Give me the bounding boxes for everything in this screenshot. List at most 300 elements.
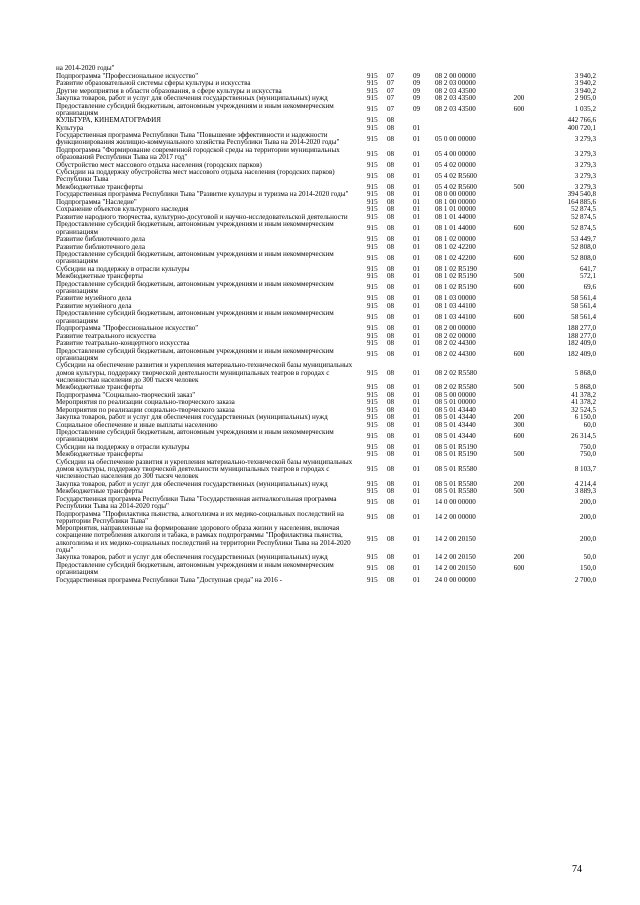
table-row (56, 525, 596, 554)
row-celevaya-statya: 08 1 02 R5190 (435, 264, 477, 273)
row-vid-rashodov (501, 392, 537, 399)
row-razdel: 08 (387, 535, 395, 544)
row-ved: 915 (367, 405, 378, 414)
row-sum: 52 874,5 (571, 223, 596, 232)
row-name: Обустройство мест массового отдыха населения (городских парков) (56, 160, 262, 169)
row-celevaya-statya: 08 2 00 00000 (435, 71, 476, 80)
row-name: Социальное обеспечение и иные выплаты населению (56, 420, 218, 429)
row-name: Межбюджетные трансферты (56, 450, 143, 459)
row-podrazdel: 01 (413, 368, 421, 377)
row-celevaya-statya (435, 117, 501, 124)
row-celevaya-statya: 08 2 03 43500 (435, 105, 476, 114)
row-celevaya-statya: 08 2 02 R5580 (435, 368, 477, 377)
row-name: Мероприятия по реализации социально-творческого заказа (56, 405, 235, 414)
row-podrazdel: 01 (413, 149, 421, 158)
row-podrazdel: 01 (413, 123, 421, 132)
row-sum: 8 103,7 (574, 465, 596, 474)
row-sum: 442 766,6 (567, 116, 596, 125)
row-podrazdel (407, 65, 435, 72)
row-podrazdel: 01 (413, 487, 421, 496)
row-ved: 915 (367, 86, 378, 95)
row-vid-rashodov: 200 (513, 413, 525, 422)
row-sum: 3 279,3 (574, 182, 596, 191)
row-celevaya-statya: 08 1 01 00000 (435, 205, 476, 214)
row-name: Субсидии на поддержку в отрасли культуры (56, 442, 190, 451)
table-row (56, 496, 596, 510)
row-vid-rashodov: 600 (513, 253, 525, 262)
row-sum: 164 885,6 (567, 197, 596, 206)
row-razdel: 08 (387, 264, 395, 273)
row-sum: 41 378,2 (571, 398, 596, 407)
table-row (56, 577, 596, 584)
row-vid-rashodov (501, 214, 537, 221)
row-name: Предоставление субсидий бюджетным, автономным учреждениям и иным некоммерческим организациям (56, 560, 334, 577)
row-name: Закупка товаров, работ и услуг для обеспечения государственных (муниципальных) нужд (56, 479, 328, 488)
row-podrazdel: 09 (413, 71, 421, 80)
row-sum: 32 524,5 (571, 405, 596, 414)
row-razdel: 08 (387, 383, 395, 392)
row-sum: 53 449,7 (571, 235, 596, 244)
row-razdel: 07 (387, 79, 395, 87)
row-podrazdel: 01 (413, 242, 421, 251)
row-podrazdel: 01 (413, 301, 421, 310)
table-row (56, 429, 596, 443)
row-ved: 915 (367, 575, 378, 584)
row-name: Сохранение объектов культурного наследия (56, 205, 189, 214)
row-sum: 200,0 (580, 513, 596, 522)
row-podrazdel: 01 (413, 223, 421, 232)
row-sum: 52 808,0 (571, 253, 596, 262)
row-razdel: 08 (387, 149, 395, 158)
row-podrazdel: 01 (413, 420, 421, 429)
row-name: Подпрограмма "Формирование современной городской среды на территории муниципальных образований Республики Тыва на 2017 год" (56, 145, 340, 162)
row-name: Другие мероприятия в области образования, в сфере культуры и искусства (56, 86, 282, 95)
row-podrazdel: 09 (413, 86, 421, 95)
row-sum: 182 409,0 (567, 350, 596, 359)
row-vid-rashodov (501, 325, 537, 332)
row-sum: 750,0 (580, 450, 596, 459)
row-razdel: 08 (387, 123, 395, 132)
row-vid-rashodov (501, 303, 537, 310)
row-vid-rashodov (501, 362, 537, 384)
row-razdel: 08 (387, 171, 395, 180)
row-celevaya-statya: 08 1 02 00000 (435, 235, 476, 244)
row-celevaya-statya: 08 2 02 00000 (435, 331, 476, 340)
row-ved: 915 (367, 79, 378, 87)
row-ved: 915 (367, 390, 378, 399)
row-ved: 915 (367, 350, 378, 359)
row-vid-rashodov: 200 (513, 94, 525, 102)
row-razdel: 08 (387, 564, 395, 573)
budget-table (56, 65, 596, 584)
table-row (56, 281, 596, 295)
table-row (56, 251, 596, 265)
row-razdel: 08 (387, 197, 395, 206)
row-vid-rashodov: 500 (513, 383, 525, 392)
row-razdel: 08 (387, 160, 395, 169)
row-vid-rashodov (501, 333, 537, 340)
row-sum: 572,1 (580, 272, 596, 281)
row-celevaya-statya: 14 2 00 00000 (435, 513, 476, 522)
row-razdel: 08 (387, 212, 395, 221)
row-sum: 41 378,2 (571, 390, 596, 399)
row-razdel: 08 (387, 390, 395, 399)
row-razdel: 08 (387, 450, 395, 459)
row-celevaya-statya: 24 0 00 00000 (435, 575, 476, 584)
row-sum: 188 277,0 (567, 331, 596, 340)
row-vid-rashodov: 500 (513, 272, 525, 281)
row-celevaya-statya: 08 5 01 R5580 (435, 487, 477, 496)
row-name: Субсидии на поддержку обустройства мест массового отдыха населения (городских парков) Республики Тыва (56, 168, 335, 184)
row-celevaya-statya: 08 5 01 43440 (435, 420, 476, 429)
row-razdel: 08 (387, 368, 395, 377)
row-ved: 915 (367, 134, 378, 143)
row-celevaya-statya: 08 1 00 00000 (435, 197, 476, 206)
row-celevaya-statya: 08 1 03 00000 (435, 294, 476, 303)
row-razdel: 08 (387, 553, 395, 562)
row-podrazdel: 01 (413, 405, 421, 414)
row-name: Государственная программа Республики Тыва "Развитие культуры и туризма на 2014-2020 годы" (56, 190, 349, 199)
row-celevaya-statya: 08 5 01 R5190 (435, 442, 477, 451)
row-podrazdel: 01 (413, 339, 421, 348)
row-celevaya-statya: 08 2 00 00000 (435, 324, 476, 333)
row-razdel: 08 (387, 513, 395, 522)
row-name: КУЛЬТУРА, КИНЕМАТОГРАФИЯ (56, 116, 161, 125)
row-vid-rashodov: 600 (513, 350, 525, 359)
row-name: Развитие образовательной системы сферы культуры и искусства (56, 79, 251, 87)
row-sum: 3 940,2 (574, 71, 596, 80)
row-ved: 915 (367, 487, 378, 496)
row-celevaya-statya: 08 1 02 R5190 (435, 272, 477, 281)
row-podrazdel: 01 (413, 383, 421, 392)
row-ved: 915 (367, 465, 378, 474)
row-razdel: 07 (387, 71, 395, 80)
row-celevaya-statya: 14 2 00 20150 (435, 564, 476, 573)
row-name: Мероприятия, направленные на формирование здорового образа жизни у населения, включая сокращение потребления алкоголя и табака, в рамках подпрограммы "Профилактика пьянства, алкоголизма и их медико-социальных последствий на территории Республики Тыва на 2014-2020 годы" (56, 524, 351, 554)
row-vid-rashodov: 200 (513, 553, 525, 562)
row-vid-rashodov (501, 162, 537, 169)
row-podrazdel: 01 (413, 182, 421, 191)
row-sum: 200,0 (580, 535, 596, 544)
row-name: Предоставление субсидий бюджетным, автономным учреждениям и иным некоммерческим организациям (56, 101, 334, 117)
row-ved: 915 (367, 160, 378, 169)
row-ved: 915 (367, 301, 378, 310)
row-ved: 915 (367, 383, 378, 392)
row-razdel: 07 (387, 94, 395, 102)
row-vid-rashodov (501, 65, 537, 72)
row-sum: 3 940,2 (574, 79, 596, 87)
row-ved: 915 (367, 339, 378, 348)
row-sum: 150,0 (580, 564, 596, 573)
table-row (56, 117, 596, 124)
row-name: Развитие библиотечного дела (56, 242, 145, 251)
row-vid-rashodov (501, 496, 537, 510)
row-vid-rashodov (501, 511, 537, 525)
row-ved: 915 (367, 450, 378, 459)
row-podrazdel: 01 (413, 134, 421, 143)
row-celevaya-statya: 08 5 01 43440 (435, 413, 476, 422)
row-razdel: 08 (387, 487, 395, 496)
row-razdel: 08 (387, 339, 395, 348)
row-name: Предоставление субсидий бюджетным, автономным учреждениям и иным некоммерческим организациям (56, 220, 334, 236)
row-razdel: 08 (387, 431, 395, 440)
row-ved: 915 (367, 313, 378, 322)
row-name: на 2014-2020 годы" (56, 64, 115, 72)
row-vid-rashodov (501, 80, 537, 87)
row-razdel: 08 (387, 398, 395, 407)
table-row (56, 362, 596, 384)
row-sum: 52 874,5 (571, 205, 596, 214)
row-vid-rashodov: 600 (513, 223, 525, 232)
row-name: Государственная программа Республики Тыва "Доступная среда" на 2016 - (56, 575, 282, 584)
row-podrazdel: 01 (413, 331, 421, 340)
row-ved: 915 (367, 223, 378, 232)
row-razdel: 08 (387, 253, 395, 262)
row-name: Межбюджетные трансферты (56, 383, 143, 392)
row-ved: 915 (367, 413, 378, 422)
row-name: Субсидии на поддержку в отрасли культуры (56, 264, 190, 273)
row-ved: 915 (367, 205, 378, 214)
row-podrazdel: 01 (413, 390, 421, 399)
row-vid-rashodov: 600 (513, 431, 525, 440)
row-podrazdel: 09 (413, 105, 421, 114)
row-ved: 915 (367, 420, 378, 429)
row-ved: 915 (367, 71, 378, 80)
row-sum: 641,7 (580, 264, 596, 273)
row-ved: 915 (367, 294, 378, 303)
row-razdel: 07 (387, 86, 395, 95)
row-vid-rashodov: 600 (513, 313, 525, 322)
row-podrazdel: 01 (413, 190, 421, 199)
row-vid-rashodov: 500 (513, 182, 525, 191)
row-ved: 915 (367, 105, 378, 114)
row-vid-rashodov (501, 459, 537, 481)
row-sum: 3 279,3 (574, 171, 596, 180)
row-podrazdel: 01 (413, 283, 421, 292)
row-celevaya-statya: 08 1 02 R5190 (435, 283, 477, 292)
row-vid-rashodov (501, 117, 537, 124)
row-vid-rashodov (501, 340, 537, 347)
row-ved: 915 (367, 283, 378, 292)
row-celevaya-statya: 08 1 02 42200 (435, 253, 476, 262)
row-vid-rashodov: 600 (513, 105, 525, 114)
row-razdel: 08 (387, 465, 395, 474)
row-podrazdel: 01 (413, 398, 421, 407)
row-ved: 915 (367, 242, 378, 251)
row-name: Государственная программа Республики Тыва "Повышение эффективности и надежности функционирования жилищно-коммунального хозяйства Республики Тыва на 2014-2020 годы" (56, 131, 340, 147)
row-celevaya-statya: 08 2 03 43500 (435, 86, 476, 95)
row-razdel: 08 (387, 116, 395, 125)
row-ved: 915 (367, 535, 378, 544)
row-name: Предоставление субсидий бюджетным, автономным учреждениям и иным некоммерческим организациям (56, 346, 334, 362)
row-razdel: 08 (387, 420, 395, 429)
row-sum: 400 720,1 (567, 123, 596, 132)
row-razdel: 08 (387, 294, 395, 303)
row-sum: 2 700,0 (574, 575, 596, 584)
row-podrazdel: 01 (413, 205, 421, 214)
row-vid-rashodov (501, 147, 537, 161)
row-podrazdel: 09 (413, 79, 421, 87)
table-row (56, 562, 596, 576)
row-sum: 3 279,3 (574, 160, 596, 169)
row-podrazdel: 01 (413, 264, 421, 273)
table-row (56, 511, 596, 525)
row-ved: 915 (367, 431, 378, 440)
row-sum: 50,0 (583, 553, 596, 562)
row-vid-rashodov (501, 191, 537, 198)
row-celevaya-statya: 08 5 00 00000 (435, 390, 476, 399)
row-sum: 3 940,2 (574, 86, 596, 95)
row-razdel: 08 (387, 223, 395, 232)
row-ved: 915 (367, 212, 378, 221)
row-razdel: 08 (387, 283, 395, 292)
row-razdel: 08 (387, 313, 395, 322)
row-podrazdel: 01 (413, 313, 421, 322)
row-ved: 915 (367, 197, 378, 206)
row-vid-rashodov: 600 (513, 283, 525, 292)
row-celevaya-statya: 08 1 01 44000 (435, 212, 476, 221)
row-ved: 915 (367, 564, 378, 573)
row-ved: 915 (367, 442, 378, 451)
row-podrazdel: 01 (413, 171, 421, 180)
row-razdel: 08 (387, 182, 395, 191)
row-name: Подпрограмма "Профессиональное искусство" (56, 71, 199, 80)
row-podrazdel: 01 (413, 479, 421, 488)
row-ved: 915 (367, 513, 378, 522)
row-ved: 915 (367, 479, 378, 488)
row-name: Межбюджетные трансферты (56, 182, 143, 191)
row-ved: 915 (367, 94, 378, 102)
row-sum: 3 279,3 (574, 149, 596, 158)
row-name: Закупка товаров, работ и услуг для обеспечения государственных (муниципальных) нужд (56, 413, 328, 422)
row-ved: 915 (367, 253, 378, 262)
row-celevaya-statya: 08 5 01 R5190 (435, 450, 477, 459)
row-name: Развитие библиотечного дела (56, 235, 145, 244)
row-vid-rashodov: 500 (513, 450, 525, 459)
row-podrazdel: 01 (413, 564, 421, 573)
row-vid-rashodov (501, 206, 537, 213)
row-sum: 69,6 (583, 283, 596, 292)
row-sum: 4 214,4 (574, 479, 596, 488)
table-row (56, 132, 596, 146)
row-sum: 2 905,0 (574, 94, 596, 102)
row-name: Культура (56, 123, 84, 132)
row-vid-rashodov (501, 244, 537, 251)
row-ved: 915 (367, 498, 378, 507)
row-celevaya-statya: 08 1 02 42200 (435, 242, 476, 251)
row-podrazdel: 01 (413, 197, 421, 206)
row-podrazdel: 09 (413, 94, 421, 102)
row-ved: 915 (367, 123, 378, 132)
row-celevaya-statya: 08 5 01 00000 (435, 398, 476, 407)
row-celevaya-statya: 08 2 02 44300 (435, 339, 476, 348)
page-number: 74 (572, 864, 582, 875)
row-razdel: 08 (387, 479, 395, 488)
row-celevaya-statya: 08 1 01 44000 (435, 223, 476, 232)
row-name: Развитие народного творчества, культурно-досуговой и научно-исследовательской деятельности (56, 212, 348, 221)
row-podrazdel: 01 (413, 294, 421, 303)
row-ved: 915 (367, 272, 378, 281)
row-vid-rashodov (501, 132, 537, 146)
row-vid-rashodov (501, 577, 537, 584)
row-podrazdel: 01 (413, 253, 421, 262)
row-podrazdel: 01 (413, 535, 421, 544)
row-sum: 52 808,0 (571, 242, 596, 251)
table-row (56, 221, 596, 235)
row-name: Межбюджетные трансферты (56, 487, 143, 496)
row-sum: 188 277,0 (567, 324, 596, 333)
row-celevaya-statya: 08 2 03 00000 (435, 79, 476, 87)
table-row (56, 103, 596, 117)
row-podrazdel: 01 (413, 513, 421, 522)
row-celevaya-statya: 08 1 03 44100 (435, 313, 476, 322)
row-ved: 915 (367, 398, 378, 407)
row-name: Закупка товаров, работ и услуг для обеспечения государственных (муниципальных) нужд (56, 553, 328, 562)
row-celevaya-statya: 08 2 02 R5580 (435, 383, 477, 392)
row-sum: 6 150,0 (574, 413, 596, 422)
row-name: Предоставление субсидий бюджетным, автономным учреждениям и иным некоммерческим организациям (56, 309, 334, 325)
table-row (56, 191, 596, 198)
row-podrazdel: 01 (413, 272, 421, 281)
row-ved: 915 (367, 331, 378, 340)
row-ved: 915 (367, 324, 378, 333)
row-razdel: 08 (387, 413, 395, 422)
row-celevaya-statya: 05 0 00 00000 (435, 134, 476, 143)
row-celevaya-statya: 08 2 02 44300 (435, 350, 476, 359)
row-podrazdel: 01 (413, 212, 421, 221)
row-ved: 915 (367, 264, 378, 273)
row-sum: 52 874,5 (571, 212, 596, 221)
row-vid-rashodov: 200 (513, 479, 525, 488)
row-name: Подпрограмма "Наследие" (56, 197, 137, 206)
row-vid-rashodov (501, 199, 537, 206)
row-name: Субсидии на обеспечение развития и укрепления материально-технической базы муниципальных домов культуры, поддержку творческой деятельности муниципальных театров в городах с численностью населения до 300 тысяч человек (56, 361, 353, 384)
row-sum: 5 868,0 (574, 368, 596, 377)
row-ved: 915 (367, 149, 378, 158)
row-sum: 26 314,5 (571, 431, 596, 440)
row-celevaya-statya: 08 1 03 44100 (435, 301, 476, 310)
row-ved: 915 (367, 190, 378, 199)
row-podrazdel: 01 (413, 575, 421, 584)
row-razdel: 08 (387, 190, 395, 199)
row-celevaya-statya: 08 5 01 43440 (435, 405, 476, 414)
row-podrazdel: 01 (413, 160, 421, 169)
row-celevaya-statya: 05 4 02 00000 (435, 160, 476, 169)
row-podrazdel: 01 (413, 350, 421, 359)
row-podrazdel: 01 (413, 431, 421, 440)
row-vid-rashodov: 600 (513, 564, 525, 573)
row-name: Межбюджетные трансферты (56, 272, 143, 281)
table-row (56, 459, 596, 481)
row-razdel: 08 (387, 272, 395, 281)
row-vid-rashodov (501, 169, 537, 183)
row-ved: 915 (367, 116, 378, 125)
table-row (56, 295, 596, 302)
row-sum: 1 035,2 (574, 105, 596, 114)
row-sum: 750,0 (580, 442, 596, 451)
row-vid-rashodov (501, 295, 537, 302)
row-sum: 58 561,4 (571, 313, 596, 322)
row-podrazdel: 01 (413, 465, 421, 474)
table-row (56, 310, 596, 324)
row-name: Развитие музейного дела (56, 294, 132, 303)
row-razdel: 08 (387, 242, 395, 251)
row-name: Мероприятия по реализации социально-творческого заказа (56, 398, 235, 407)
row-vid-rashodov (501, 125, 537, 132)
row-celevaya-statya: 05 4 02 R5600 (435, 182, 477, 191)
row-sum: 60,0 (583, 420, 596, 429)
row-razdel: 08 (387, 301, 395, 310)
